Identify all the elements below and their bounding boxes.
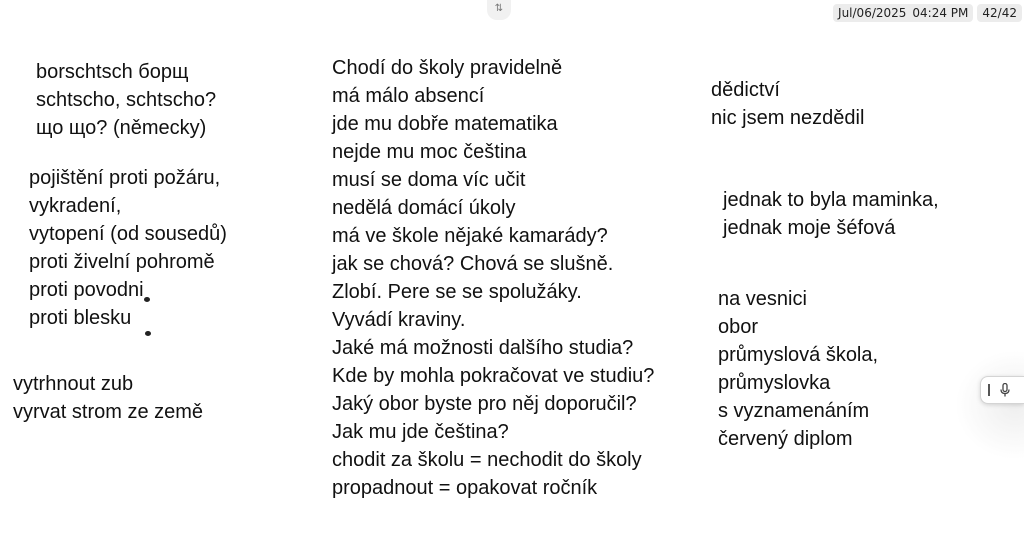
page-counter: 42/42 — [977, 4, 1022, 22]
microphone-icon[interactable] — [1000, 383, 1010, 397]
status-bar — [833, 4, 1022, 22]
note-line: vytopení (od sousedů) — [29, 223, 227, 245]
note-line: na vesnici — [718, 288, 807, 310]
note-block-food — [36, 58, 216, 142]
note-line: nic jsem nezdědil — [711, 107, 865, 129]
note-line: Jaké má možnosti dalšího studia? — [332, 337, 634, 359]
note-line: proti povodni — [29, 279, 144, 301]
note-line: borschtsch борщ — [36, 61, 189, 83]
note-line: proti živelní pohromě — [29, 251, 215, 273]
note-line: jednak moje šéfová — [723, 217, 896, 239]
note-line: Jak mu jde čeština? — [332, 421, 509, 443]
note-line: musí se doma víc učit — [332, 169, 526, 191]
note-line: s vyznamenáním — [718, 400, 870, 422]
note-line: pojištění proti požáru, — [29, 167, 221, 189]
note-block-jednak — [723, 186, 939, 242]
note-line: má málo absencí — [332, 85, 485, 107]
side-toolbar-glow — [955, 350, 1024, 460]
note-block-insurance — [29, 164, 227, 332]
note-line: vytrhnout zub — [13, 373, 134, 395]
text-cursor-icon[interactable] — [988, 384, 990, 396]
note-line: Zlobí. Pere se se spolužáky. — [332, 281, 582, 303]
note-line: jak se chová? Chová se slušně. — [332, 253, 614, 275]
note-line: má ve škole nějaké kamarády? — [332, 225, 608, 247]
note-line: nedělá domácí úkoly — [332, 197, 516, 219]
side-toolbar[interactable] — [980, 376, 1024, 404]
note-line: nejde mu moc čeština — [332, 141, 527, 163]
note-block-school — [332, 54, 654, 502]
note-line: obor — [718, 316, 759, 338]
note-line: dědictví — [711, 79, 780, 101]
top-toolbar-handle[interactable] — [487, 0, 511, 20]
ink-mark — [144, 297, 150, 302]
note-block-study — [718, 285, 878, 453]
note-line: červený diplom — [718, 428, 853, 450]
note-line: Vyvádí kraviny. — [332, 309, 466, 331]
note-line: що що? (německy) — [36, 117, 207, 139]
note-line: Jaký obor byste pro něj doporučil? — [332, 393, 637, 415]
datetime-badge — [833, 4, 973, 22]
note-line: chodit za školu = nechodit do školy — [332, 449, 642, 471]
note-block-pull-out — [13, 370, 203, 426]
note-line: vyrvat strom ze země — [13, 401, 204, 423]
note-line: vykradení, — [29, 195, 122, 217]
note-line: průmyslovka — [718, 372, 831, 394]
time-text: 04:24 PM — [912, 6, 969, 20]
note-line: Chodí do školy pravidelně — [332, 57, 563, 79]
note-block-inheritance — [711, 76, 864, 132]
swap-icon: ⇅ — [494, 3, 504, 14]
note-line: průmyslová škola, — [718, 344, 879, 366]
ink-mark — [145, 331, 151, 336]
note-line: Kde by mohla pokračovat ve studiu? — [332, 365, 655, 387]
note-line: proti blesku — [29, 307, 132, 329]
date-text: Jul/06/2025 — [838, 6, 907, 20]
note-line: jde mu dobře matematika — [332, 113, 558, 135]
note-line: propadnout = opakovat ročník — [332, 477, 598, 499]
note-line: jednak to byla maminka, — [723, 189, 939, 211]
note-line: schtscho, schtscho? — [36, 89, 217, 111]
